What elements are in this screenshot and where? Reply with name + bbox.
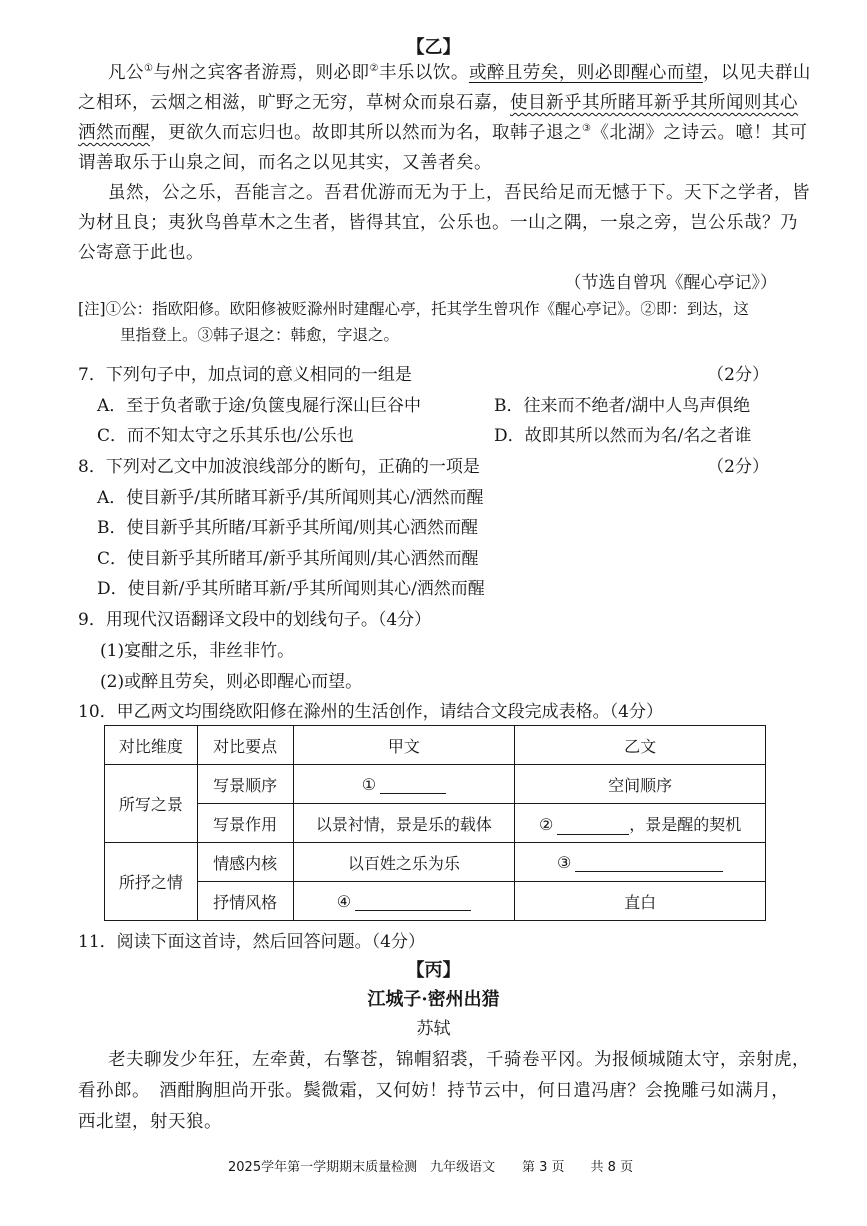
table-row (105, 843, 766, 882)
table-cell-blank-3: ③ (515, 843, 766, 882)
q7-option-b: B．往来而不绝者/湖中人鸟声俱绝 (494, 396, 751, 416)
q7-stem: 7．下列句子中，加点词的意义相同的一组是 (78, 365, 412, 385)
annotation-line-1: [注]①公：指欧阳修。欧阳修被贬滁州时建醒心亭，托其学生曾巩作《醒心亭记》。②即：到达，这 (78, 300, 749, 318)
annotation-line-2: 里指登上。③韩子退之：韩愈，字退之。 (120, 326, 400, 344)
passage-yi-line-2: 之相环，云烟之相滋，旷野之无穷，草树众而泉石嘉，使目新乎其所睹耳新乎其所闻则其心 (78, 93, 798, 113)
q7-option-c: C．而不知太守之乐其乐也/公乐也 (97, 426, 354, 446)
answer-blank-4[interactable] (355, 892, 471, 911)
q8-option-d: D．使目新/乎其所睹耳新/乎其所闻则其心/洒然而醒 (97, 579, 485, 599)
poem-author: 苏轼 (416, 1019, 451, 1039)
table-cell-blank-2: ② ，景是醒的契机 (515, 804, 766, 843)
underlined-sentence: 或醉且劳矣，则必即醒心而望 (468, 63, 703, 83)
table-cell: 以百姓之乐为乐 (293, 843, 515, 882)
passage-yi-para2-line-1: 虽然，公之乐，吾能言之。吾君优游而无为于上，吾民给足而无憾于下。天下之学者，皆 (108, 183, 810, 203)
table-row (105, 765, 766, 804)
table-header-row (105, 726, 766, 765)
q8-score: （2分） (707, 457, 769, 477)
table-group-label: 所抒之情 (105, 843, 198, 921)
poem-line-1: 老夫聊发少年狂，左牵黄，右擎苍，锦帽貂裘，千骑卷平冈。为报倾城随太守，亲射虎， (108, 1050, 810, 1070)
wavy-sentence-part-2: 洒然而醒 (78, 123, 150, 143)
comparison-table (104, 725, 766, 921)
passage-yi-para2-line-3: 公寄意于此也。 (78, 243, 204, 263)
table-cell: 写景作用 (197, 804, 293, 843)
table-cell: 以景衬情，景是乐的载体 (293, 804, 515, 843)
table-row (105, 882, 766, 921)
q8-stem: 8．下列对乙文中加波浪线部分的断句，正确的一项是 (78, 457, 480, 477)
passage-yi-line-4: 谓善取乐于山泉之间，而名之以见其实，又善者矣。 (78, 153, 492, 173)
footer-exam-name: 2025学年第一学期期末质量检测 九年级语文 (228, 1160, 496, 1175)
table-cell: 抒情风格 (197, 882, 293, 921)
poem-title: 江城子·密州出猎 (367, 989, 500, 1010)
passage-source: （节选自曾巩《醒心亭记》） (564, 273, 777, 293)
passage-yi-line-1: 凡公①与州之宾客者游焉，则必即②丰乐以饮。或醉且劳矣，则必即醒心而望，以见夫群山 (108, 63, 811, 83)
q9-stem: 9．用现代汉语翻译文段中的划线句子。（4分） (78, 610, 432, 630)
table-cell: 直白 (515, 882, 766, 921)
passage-yi-line-3: 洒然而醒，更欲久而忘归也。故即其所以然而为名，取韩子退之③《北湖》之诗云。噫！其可 (78, 123, 808, 143)
table-header: 乙文 (515, 726, 766, 765)
q11-stem: 11．阅读下面这首诗，然后回答问题。（4分） (78, 932, 425, 952)
q7-score: （2分） (707, 365, 769, 385)
q9-sentence-1: (1)宴酣之乐，非丝非竹。 (100, 641, 295, 661)
q8-option-b: B．使目新乎其所睹/耳新乎其所闻/则其心洒然而醒 (97, 518, 478, 538)
answer-blank-2[interactable] (557, 816, 629, 835)
table-row (105, 804, 766, 843)
table-header: 对比要点 (197, 726, 293, 765)
table-group-label: 所写之景 (105, 765, 198, 843)
answer-blank-1[interactable] (380, 775, 446, 794)
answer-blank-3[interactable] (575, 853, 723, 872)
q8-option-c: C．使目新乎其所睹耳/新乎其所闻则/其心洒然而醒 (97, 549, 479, 569)
poem-line-2: 看孙郎。 酒酣胸胆尚开张。鬓微霜，又何妨！持节云中，何日遣冯唐？会挽雕弓如满月， (78, 1081, 790, 1101)
table-header: 对比维度 (105, 726, 198, 765)
footer-page-number: 第 3 页 共 8 页 (522, 1160, 634, 1175)
table-cell: 空间顺序 (515, 765, 766, 804)
poem-line-3: 西北望，射天狼。 (78, 1112, 222, 1132)
wavy-sentence-part-1: 使目新乎其所睹耳新乎其所闻则其心 (510, 93, 798, 113)
table-cell-blank-1: ① (293, 765, 515, 804)
table-cell: 情感内核 (197, 843, 293, 882)
table-cell: 写景顺序 (197, 765, 293, 804)
section-yi-title: 【乙】 (406, 37, 461, 58)
q7-option-d: D．故即其所以然而为名/名之者谁 (494, 426, 752, 446)
passage-yi-para2-line-2: 为材且良；夷狄鸟兽草木之生者，皆得其宜，公乐也。一山之隅，一泉之旁，岂公乐哉？乃 (78, 213, 798, 233)
table-cell-blank-4: ④ (293, 882, 515, 921)
table-header: 甲文 (293, 726, 515, 765)
q8-option-a: A．使目新乎/其所睹耳新乎/其所闻则其心/洒然而醒 (97, 488, 484, 508)
q10-stem: 10．甲乙两文均围绕欧阳修在滁州的生活创作，请结合文段完成表格。（4分） (78, 702, 663, 722)
q7-option-a: A．至于负者歌于途/负箧曳屣行深山巨谷中 (97, 396, 422, 416)
q9-sentence-2: (2)或醉且劳矣，则必即醒心而望。 (100, 672, 363, 692)
section-bing-title: 【丙】 (406, 960, 461, 981)
